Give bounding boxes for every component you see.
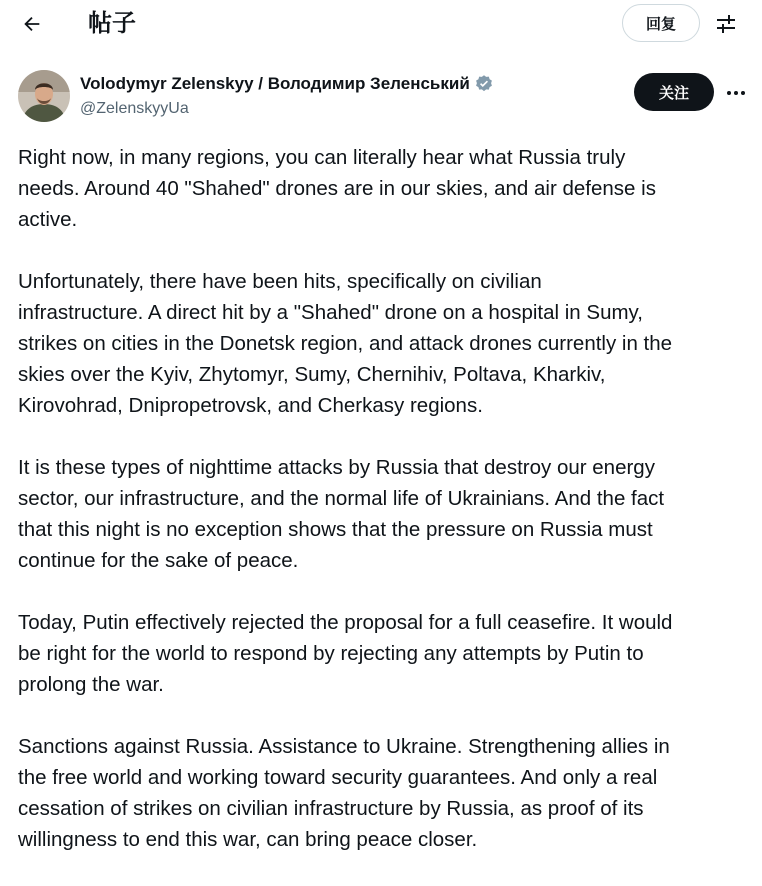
avatar[interactable]: [18, 70, 70, 122]
more-button[interactable]: [722, 80, 750, 106]
more-horizontal-icon: [726, 90, 746, 96]
arrow-left-icon: [21, 13, 43, 35]
verified-badge-icon: [474, 74, 494, 94]
author-display-name[interactable]: [80, 73, 494, 95]
author-handle[interactable]: @ZelenskyyUa: [80, 100, 189, 117]
post-paragraph: Today, Putin effectively rejected the proposal for a full ceasefire. It would be right for the world to respond by rejecting any attempts by Putin to prolong the war.: [18, 611, 673, 696]
top-bar: [0, 0, 762, 48]
post-paragraph: Right now, in many regions, you can literally hear what Russia truly needs. Around 40 "Shahed" drones are in our skies, and air defense is active.: [18, 146, 656, 231]
reply-button[interactable]: 回复: [622, 4, 700, 42]
adjust-button[interactable]: [710, 8, 742, 40]
post-paragraph: It is these types of nighttime attacks by Russia that destroy our energy sector, our infrastructure, and the normal life of Ukrainians. And the fact that this night is no exception shows that the pressure on Russia must continue for the sake of peace.: [18, 456, 665, 572]
post-paragraph: Unfortunately, there have been hits, specifically on civilian infrastructure. A direct hit by a "Shahed" drone on a hospital in Sumy, strikes on cities in the Donetsk region, and attack drones currently in the skies over the Kyiv, Zhytomyr, Sumy, Chernihiv, Poltava, Kharkiv, Kirovohrad, Dnipropetrovsk, and Cherkasy regions.: [18, 270, 673, 417]
sliders-icon: [714, 12, 738, 36]
post-text: [18, 142, 754, 886]
back-button[interactable]: [14, 8, 50, 40]
follow-button[interactable]: 关注: [634, 73, 714, 111]
avatar-image: [18, 70, 70, 122]
post-paragraph: Sanctions against Russia. Assistance to Ukraine. Strengthening allies in the free world and working toward security guarantees. And only a real cessation of strikes on civilian infrastructure by Russia, as proof of its willingness to end this war, can bring peace closer.: [18, 735, 670, 851]
page-title: 帖子: [88, 9, 136, 37]
author-name-text: Volodymyr Zelenskyy / Володимир Зеленський: [80, 74, 470, 93]
